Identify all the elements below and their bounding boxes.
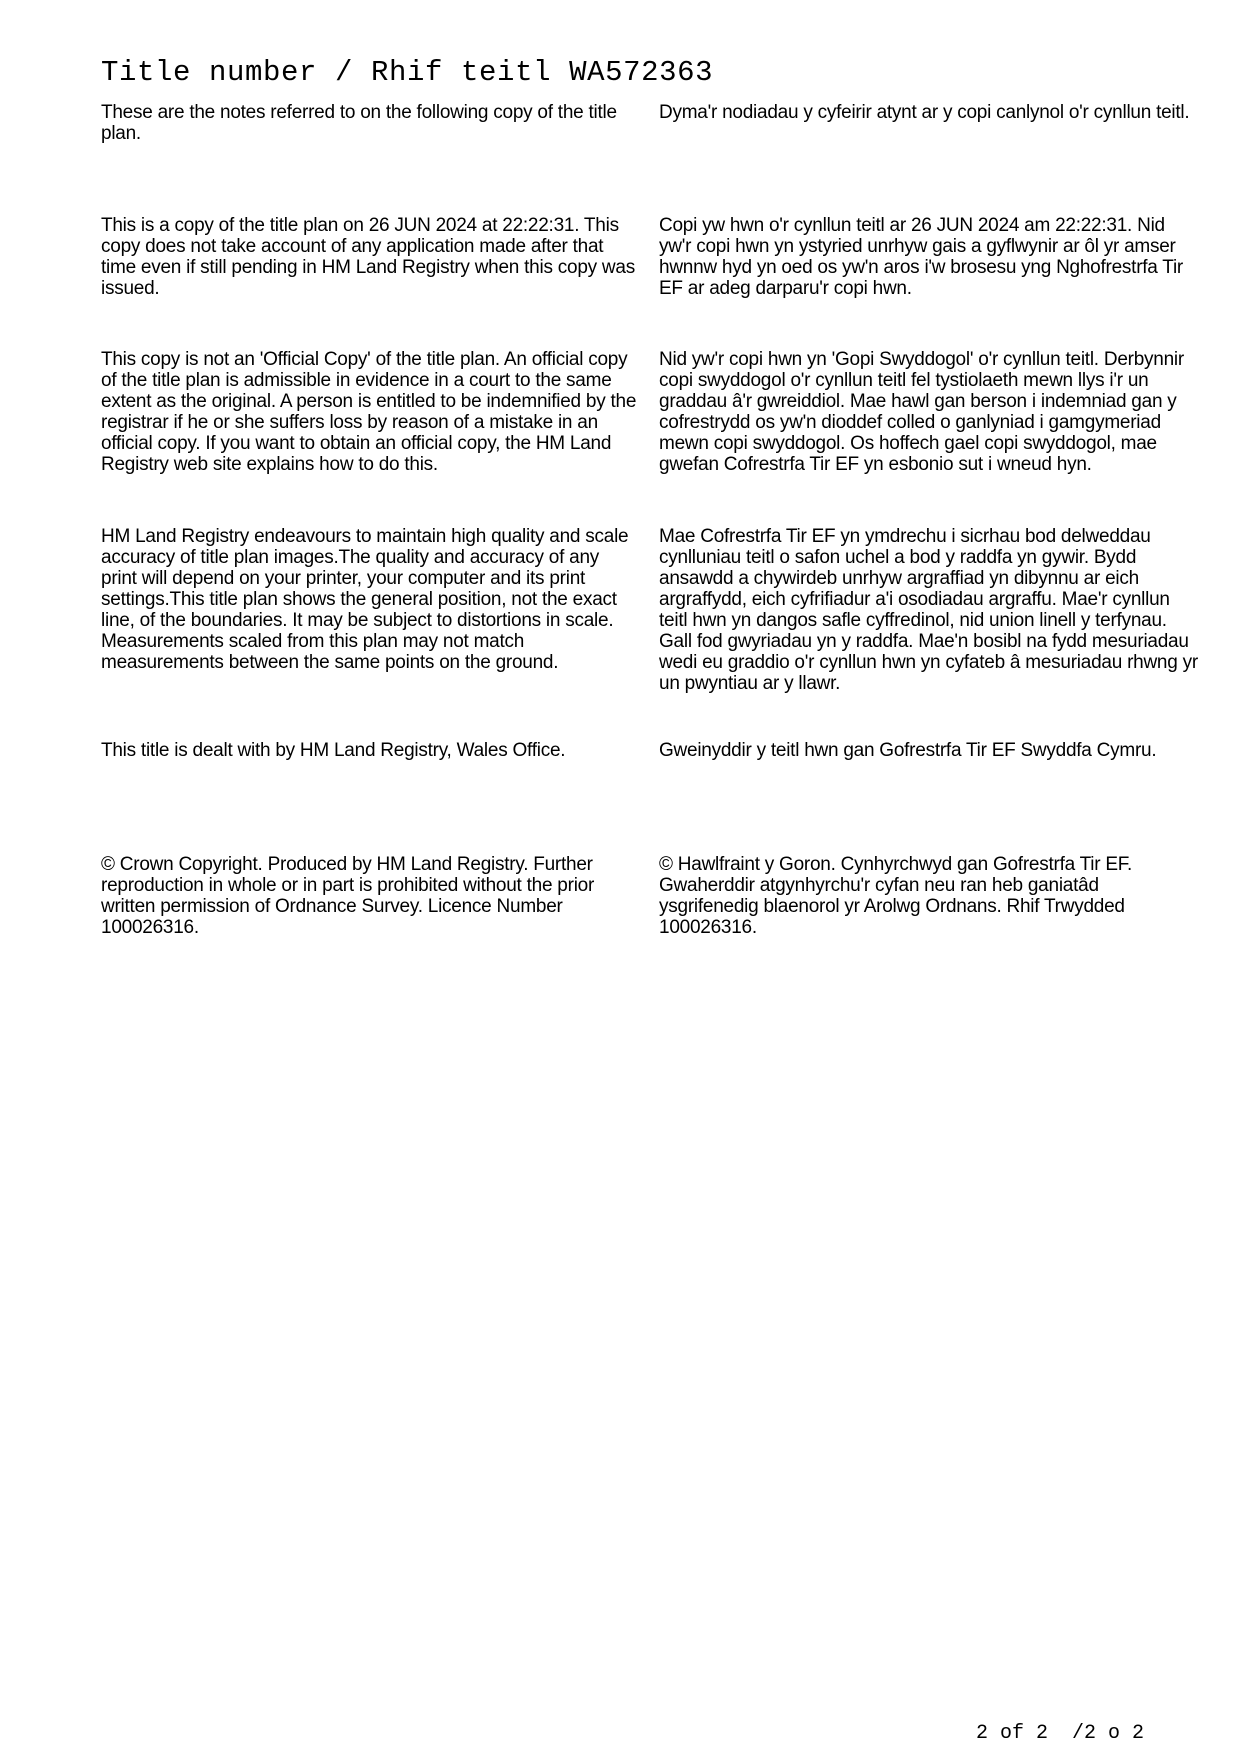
page-indicator: 2 of 2 /2 o 2 (975, 1722, 1144, 1745)
note-official-copy-cy: Nid yw'r copi hwn yn 'Gopi Swyddogol' o'r cynllun teitl. Derbynnir copi swyddogol o'r cynllun teitl fel tystiolaeth mewn llys i'r un graddau â'r gwreiddiol. Mae hawl gan berson i indemniad gan y cofrestrydd os yw'n dioddef colled o ganlyniad i gamgymeriad mewn copi swyddogol. Os hoffech gael copi swyddogol, mae gwefan Cofrestrfa Tir EF yn esbonio sut i wneud hyn. (659, 349, 1184, 475)
note-accuracy-cy: Mae Cofrestrfa Tir EF yn ymdrechu i sicrhau bod delweddau cynlluniau teitl o safon uchel a bod y raddfa yn gywir. Bydd ansawdd a chywirdeb unrhyw argraffiad yn dibynnu ar eich argraffydd, eich cyfrifiadur a'i osodiadau argraffu. Mae'r cynllun teitl hwn yn dangos safle cyffredinol, nid union linell y terfynau. Gall fod gwyriadau yn y raddfa. Mae'n bosibl na fydd mesuriadau wedi eu graddio o'r cynllun hwn yn cyfateb â mesuriadau rhwng yr un pwyntiau ar y llawr. (659, 526, 1198, 694)
note-office-en: This title is dealt with by HM Land Registry, Wales Office. (101, 740, 566, 761)
note-official-copy-en: This copy is not an 'Official Copy' of the title plan. An official copy of the title plan is admissible in evidence in a court to the same extent as the original. A person is entitled to be indemnified by the registrar if he or she suffers loss by reason of a mistake in an official copy. If you want to obtain an official copy, the HM Land Registry web site explains how to do this. (101, 349, 637, 475)
note-copyright-cy: © Hawlfraint y Goron. Cynhyrchwyd gan Gofrestrfa Tir EF. Gwaherddir atgynhyrchu'r cyfan neu ran heb ganiatâd ysgrifenedig blaenorol yr Arolwg Ordnans. Rhif Trwydded 100026316. (659, 854, 1133, 938)
note-copyright-en: © Crown Copyright. Produced by HM Land Registry. Further reproduction in whole or in part is prohibited without the prior written permission of Ordnance Survey. Licence Number 100026316. (101, 854, 595, 938)
note-intro-en: These are the notes referred to on the following copy of the title plan. (101, 102, 617, 144)
note-accuracy-en: HM Land Registry endeavours to maintain high quality and scale accuracy of title plan images.The quality and accuracy of any print will depend on your printer, your computer and its print settings.This title plan shows the general position, not the exact line, of the boundaries. It may be subject to distortions in scale. Measurements scaled from this plan may not match measurements between the same points on the ground. (101, 526, 629, 673)
title-number-heading: Title number / Rhif teitl WA572363 (101, 56, 714, 89)
note-copy-date-en: This is a copy of the title plan on 26 JUN 2024 at 22:22:31. This copy does not take account of any application made after that time even if still pending in HM Land Registry when this copy was issued. (101, 215, 635, 299)
note-office-cy: Gweinyddir y teitl hwn gan Gofrestrfa Tir EF Swyddfa Cymru. (659, 740, 1157, 761)
note-copy-date-cy: Copi yw hwn o'r cynllun teitl ar 26 JUN 2024 am 22:22:31. Nid yw'r copi hwn yn ystyried unrhyw gais a gyflwynir ar ôl yr amser hwnnw hyd yn oed os yw'n aros i'w brosesu yng Nghofrestrfa Tir EF ar adeg darparu'r copi hwn. (659, 215, 1184, 299)
note-intro-cy: Dyma'r nodiadau y cyfeirir atynt ar y copi canlynol o'r cynllun teitl. (659, 102, 1190, 123)
